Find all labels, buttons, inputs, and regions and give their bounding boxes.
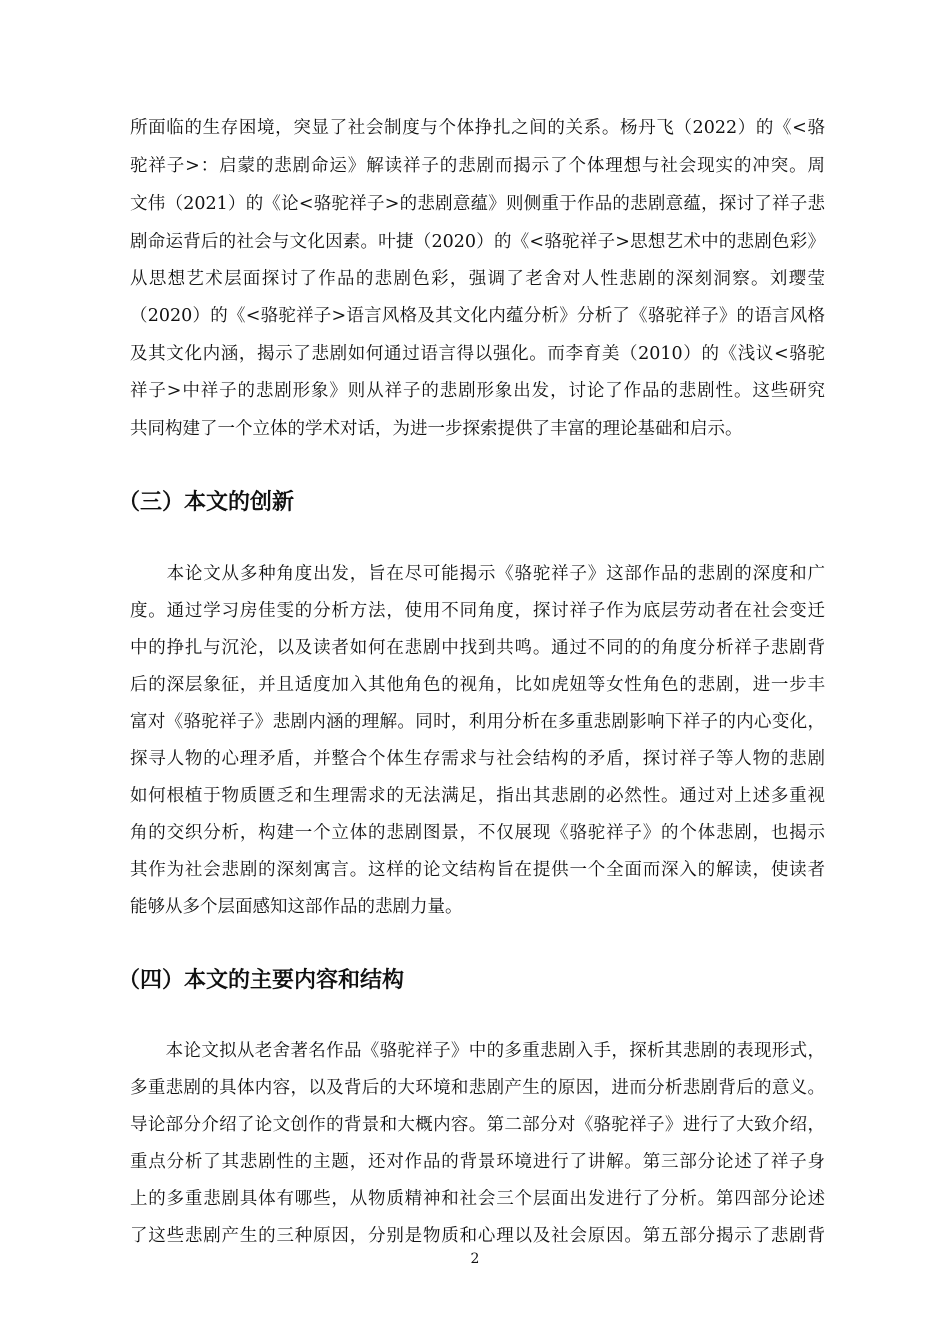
paragraph-line: 从思想艺术层面探讨了作品的悲剧色彩，强调了老舍对人性悲剧的深刻洞察。刘璎莹 [130,269,825,289]
paragraph-line: 如何根植于物质匮乏和生理需求的无法满足，指出其悲剧的必然性。通过对上述多重视 [130,786,825,806]
paragraph-line: 重点分析了其悲剧性的主题，还对作品的背景环境进行了讲解。第三部分论述了祥子身 [130,1152,825,1172]
paragraph-line: 祥子>中祥子的悲剧形象》则从祥子的悲剧形象出发，讨论了作品的悲剧性。这些研究 [130,381,825,401]
paragraph-line: 后的深层象征，并且适度加入其他角色的视角，比如虎妞等女性角色的悲剧，进一步丰 [130,675,825,695]
paragraph-line: 本论文从多种角度出发，旨在尽可能揭示《骆驼祥子》这部作品的悲剧的深度和广 [130,564,825,584]
paragraph-line: 中的挣扎与沉沦，以及读者如何在悲剧中找到共鸣。通过不同的的角度分析祥子悲剧背 [130,638,825,658]
paragraph-line: （2020）的《<骆驼祥子>语言风格及其文化内蕴分析》分析了《骆驼祥子》的语言风格 [130,306,825,326]
paragraph-line: 及其文化内涵，揭示了悲剧如何通过语言得以强化。而李育美（2010）的《浅议<骆驼 [130,344,825,364]
paragraph-line: 其作为社会悲剧的深刻寓言。这样的论文结构旨在提供一个全面而深入的解读，使读者 [130,860,825,880]
paragraph-line: 度。通过学习房佳雯的分析方法，使用不同角度，探讨祥子作为底层劳动者在社会变迁 [130,601,825,621]
paragraph-line: 驼祥子>：启蒙的悲剧命运》解读祥子的悲剧而揭示了个体理想与社会现实的冲突。周 [130,156,825,176]
paragraph-line: 了这些悲剧产生的三种原因，分别是物质和心理以及社会原因。第五部分揭示了悲剧背 [130,1226,825,1246]
section-heading: （三）本文的创新 [118,490,295,515]
paragraph-line: 所面临的生存困境，突显了社会制度与个体挣扎之间的关系。杨丹飞（2022）的《<骆 [130,118,825,138]
paragraph-line: 剧命运背后的社会与文化因素。叶捷（2020）的《<骆驼祥子>思想艺术中的悲剧色彩》 [130,232,825,252]
page-number: 2 [470,1251,480,1267]
paragraph-line: 能够从多个层面感知这部作品的悲剧力量。 [130,897,463,917]
paragraph-line: 本论文拟从老舍著名作品《骆驼祥子》中的多重悲剧入手，探析其悲剧的表现形式， [130,1041,825,1061]
paragraph-line: 富对《骆驼祥子》悲剧内涵的理解。同时，利用分析在多重悲剧影响下祥子的内心变化， [130,712,825,732]
paragraph-line: 上的多重悲剧具体有哪些，从物质精神和社会三个层面出发进行了分析。第四部分论述 [130,1189,825,1209]
paragraph-line: 探寻人物的心理矛盾，并整合个体生存需求与社会结构的矛盾，探讨祥子等人物的悲剧 [130,749,825,769]
paragraph-line: 文伟（2021）的《论<骆驼祥子>的悲剧意蕴》则侧重于作品的悲剧意蕴，探讨了祥子悲 [130,194,825,214]
paragraph-line: 多重悲剧的具体内容，以及背后的大环境和悲剧产生的原因，进而分析悲剧背后的意义。 [130,1078,825,1098]
section-heading: （四）本文的主要内容和结构 [118,968,405,993]
paragraph-line: 导论部分介绍了论文创作的背景和大概内容。第二部分对《骆驼祥子》进行了大致介绍， [130,1115,825,1135]
paragraph-line: 角的交织分析，构建一个立体的悲剧图景，不仅展现《骆驼祥子》的个体悲剧，也揭示 [130,823,825,843]
paragraph-line: 共同构建了一个立体的学术对话，为进一步探索提供了丰富的理论基础和启示。 [130,419,743,439]
